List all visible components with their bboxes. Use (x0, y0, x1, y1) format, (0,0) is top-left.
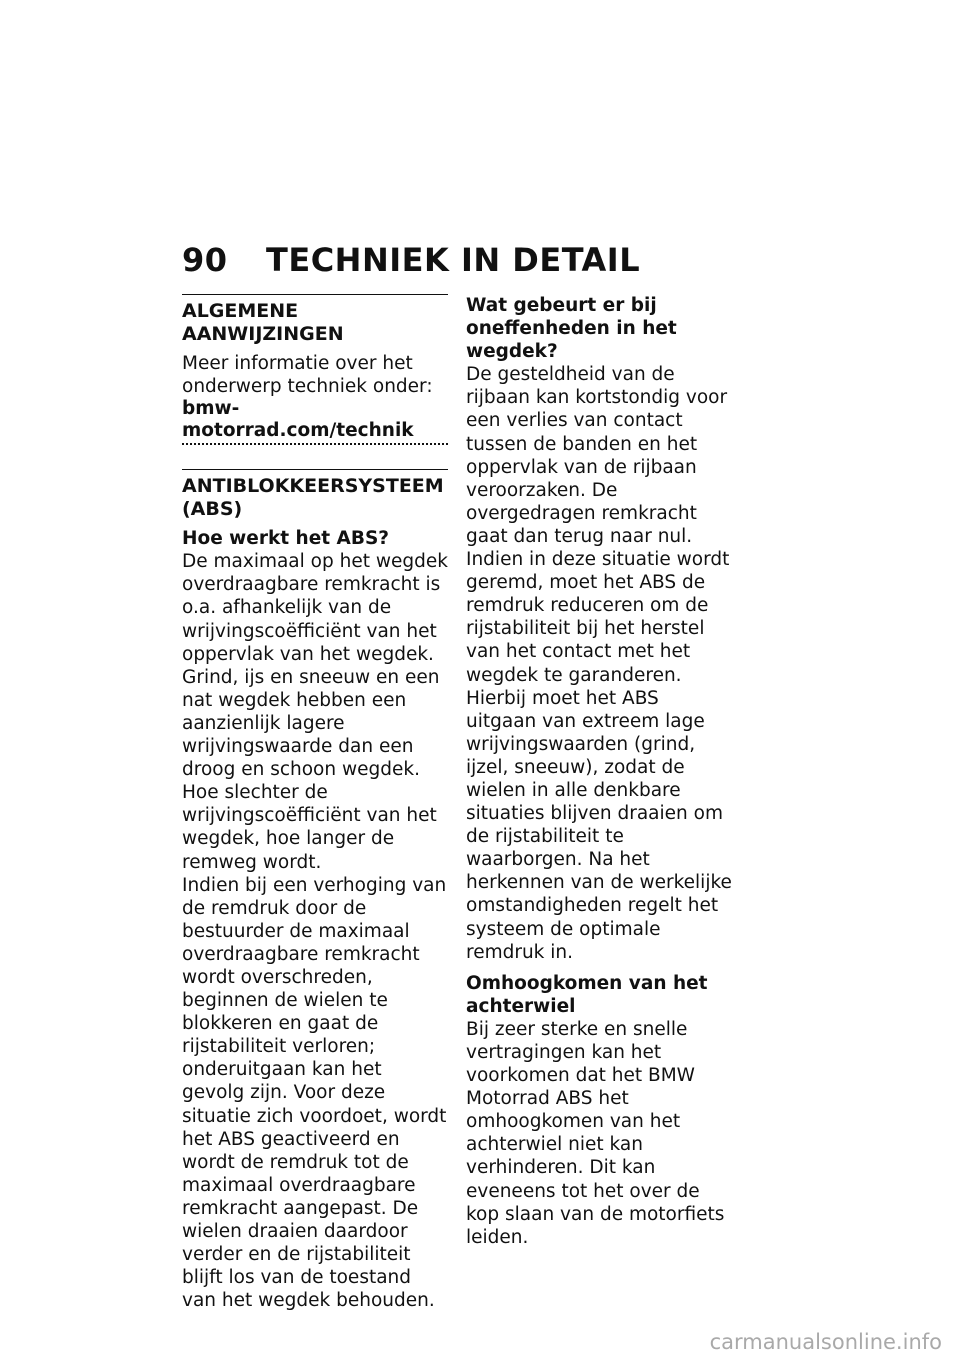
rear-wheel-subheading: Omhoogkomen van het achterwiel (466, 972, 708, 1017)
left-column (182, 294, 448, 1318)
rear-wheel-paragraph: Bij zeer sterke en snelle vertragingen kan het voorkomen dat het BMW Motorrad ABS het omhoogkomen van het achterwiel niet kan verhinderen. Dit kan eveneens tot het over de kop slaan van de motorfiets leiden. (466, 1018, 725, 1248)
general-intro: Meer informatie over het onderwerp techniek onder: (182, 353, 433, 398)
abs-paragraph-1: De maximaal op het wegdek overdraagbare remkracht is o.a. afhankelijk van de wrijvingscoëfficiënt van het oppervlak van het wegdek. Grind, ijs en sneeuw en een nat wegdek hebben een aanzienlijk lagere wrijvingswaarde dan een droog en schoon wegdek. Hoe slechter de wrijvingscoëfficiënt van het wegdek, hoe langer de remweg wordt. (182, 551, 448, 873)
section-rule (182, 294, 448, 295)
abs-heading: ANTIBLOKKEERSYSTEEM (ABS) (182, 475, 444, 521)
watermark: carmanualsonline.info (709, 1330, 942, 1354)
page-header (182, 238, 640, 282)
technik-link[interactable]: bmw-motorrad.com/technik (182, 398, 448, 445)
unevenness-subheading: Wat gebeurt er bij oneffenheden in het wegdek? (466, 295, 677, 363)
section-rule (182, 469, 448, 470)
general-heading: ALGEMENE AANWIJZINGEN (182, 300, 344, 345)
page-title: TECHNIEK IN DETAIL (266, 241, 641, 279)
page-number: 90 (182, 241, 228, 279)
abs-paragraph-2: Indien bij een verhoging van de remdruk door de bestuurder de maximaal overdraagbare remkracht wordt overschreden, beginnen de wielen te blokkeren en gaat de rijstabiliteit verloren; onderuitgaan kan het gevolg zijn. Voor deze situatie zich voordoet, wordt het ABS geactiveerd en wordt de remdruk tot de maximaal overdraagbare remkracht aangepast. De wielen draaien daardoor verder en de rijstabiliteit blijft los van de toestand van het wegdek behouden. (182, 874, 447, 1312)
general-text (182, 352, 448, 445)
abs-subheading: Hoe werkt het ABS? (182, 528, 390, 550)
unevenness-paragraph: De gesteldheid van de rijbaan kan kortstondig voor een verlies van contact tussen de banden en het oppervlak van de rijbaan veroorzaken. De overgedragen remkracht gaat dan terug naar nul. Indien in deze situatie wordt geremd, moet het ABS de remdruk reduceren om de rijstabiliteit bij het herstel van het contact met het wegdek te garanderen. Hierbij moet het ABS uitgaan van extreem lage wrijvingswaarden (grind, ijzel, sneeuw), zodat de wielen in alle denkbare situaties blijven draaien om de rijstabiliteit te waarborgen. Na het herkennen van de werkelijke omstandigheden regelt het systeem de optimale remdruk in. (466, 364, 732, 963)
right-column (466, 294, 732, 1255)
